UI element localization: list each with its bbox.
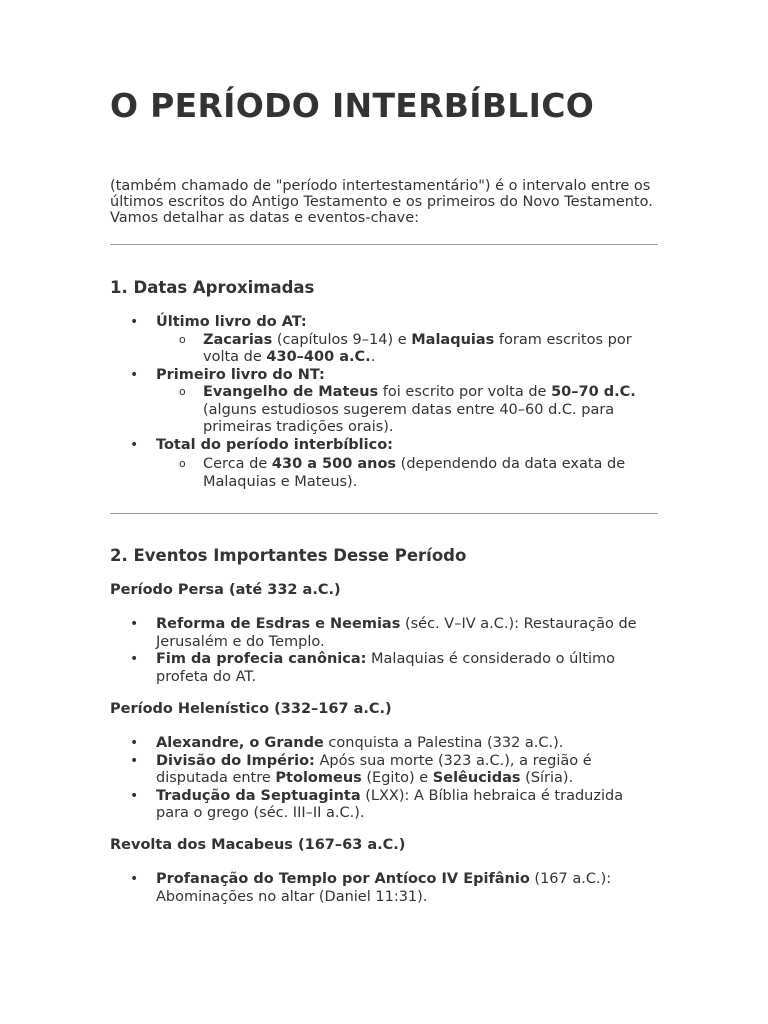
page-title: O PERÍODO INTERBÍBLICO xyxy=(110,86,595,125)
list-item: • Primeiro livro do NT: xyxy=(130,366,325,383)
helenistico-list xyxy=(110,735,658,823)
bullet-icon: • xyxy=(130,735,139,751)
list-item: • Fim da profecia canônica: Malaquias é considerado o último profeta do AT. xyxy=(130,651,616,685)
bullet-icon: • xyxy=(130,651,139,667)
list-item: • Tradução da Septuaginta (LXX): A Bíblia hebraica é traduzida para o grego (séc. III–II a.C.). xyxy=(130,787,624,821)
list-item: • Divisão do Império: Após sua morte (323 a.C.), a região é disputada entre Ptolomeus (Egito) e Selêucidas (Síria). xyxy=(130,752,592,786)
bullet-icon: • xyxy=(130,366,139,383)
bullet-icon: • xyxy=(130,436,139,453)
section1-list xyxy=(110,314,658,491)
list-item: • Último livro do AT: xyxy=(130,314,307,330)
circle-bullet-icon: o xyxy=(179,457,186,470)
macabeus-list xyxy=(110,871,658,906)
circle-bullet-icon: o xyxy=(179,385,186,398)
persa-list xyxy=(110,616,658,686)
bullet-icon: • xyxy=(130,314,139,330)
bullet-icon: • xyxy=(130,787,139,804)
list-item: • Total do período interbíblico: xyxy=(130,436,393,453)
section1-heading: 1. Datas Aproximadas xyxy=(110,278,315,297)
bullet-icon: • xyxy=(130,616,139,632)
list-item: • Profanação do Templo por Antíoco IV Epifânio (167 a.C.): Abominações no altar (Daniel 11:31). xyxy=(130,871,612,905)
sub-list-item: o Evangelho de Mateus foi escrito por volta de 50–70 d.C. (alguns estudiosos sugerem datas entre 40–60 d.C. para primeiras tradições orais). xyxy=(179,384,636,435)
macabeus-heading: Revolta dos Macabeus (167–63 a.C.) xyxy=(110,837,406,853)
persa-heading: Período Persa (até 332 a.C.) xyxy=(110,582,341,598)
section2-heading: 2. Eventos Importantes Desse Período xyxy=(110,546,467,565)
sub-list-item: o Zacarias (capítulos 9–14) e Malaquias foram escritos por volta de 430–400 a.C.. xyxy=(179,331,632,365)
list-item: • Alexandre, o Grande conquista a Palestina (332 a.C.). xyxy=(130,735,564,751)
sub-list-item: o Cerca de 430 a 500 anos (dependendo da data exata de Malaquias e Mateus). xyxy=(179,456,626,490)
circle-bullet-icon: o xyxy=(179,332,186,346)
divider xyxy=(110,513,658,514)
bullet-icon: • xyxy=(130,871,139,887)
list-item: • Reforma de Esdras e Neemias (séc. V–IV a.C.): Restauração de Jerusalém e do Templo. xyxy=(130,616,637,650)
intro-paragraph: (também chamado de "período intertestamentário") é o intervalo entre os últimos escritos do Antigo Testamento e os primeiros do Novo Testamento. Vamos detalhar as datas e eventos-chave: xyxy=(110,178,653,226)
helenistico-heading: Período Helenístico (332–167 a.C.) xyxy=(110,701,392,717)
bullet-icon: • xyxy=(130,752,139,769)
divider xyxy=(110,244,658,245)
